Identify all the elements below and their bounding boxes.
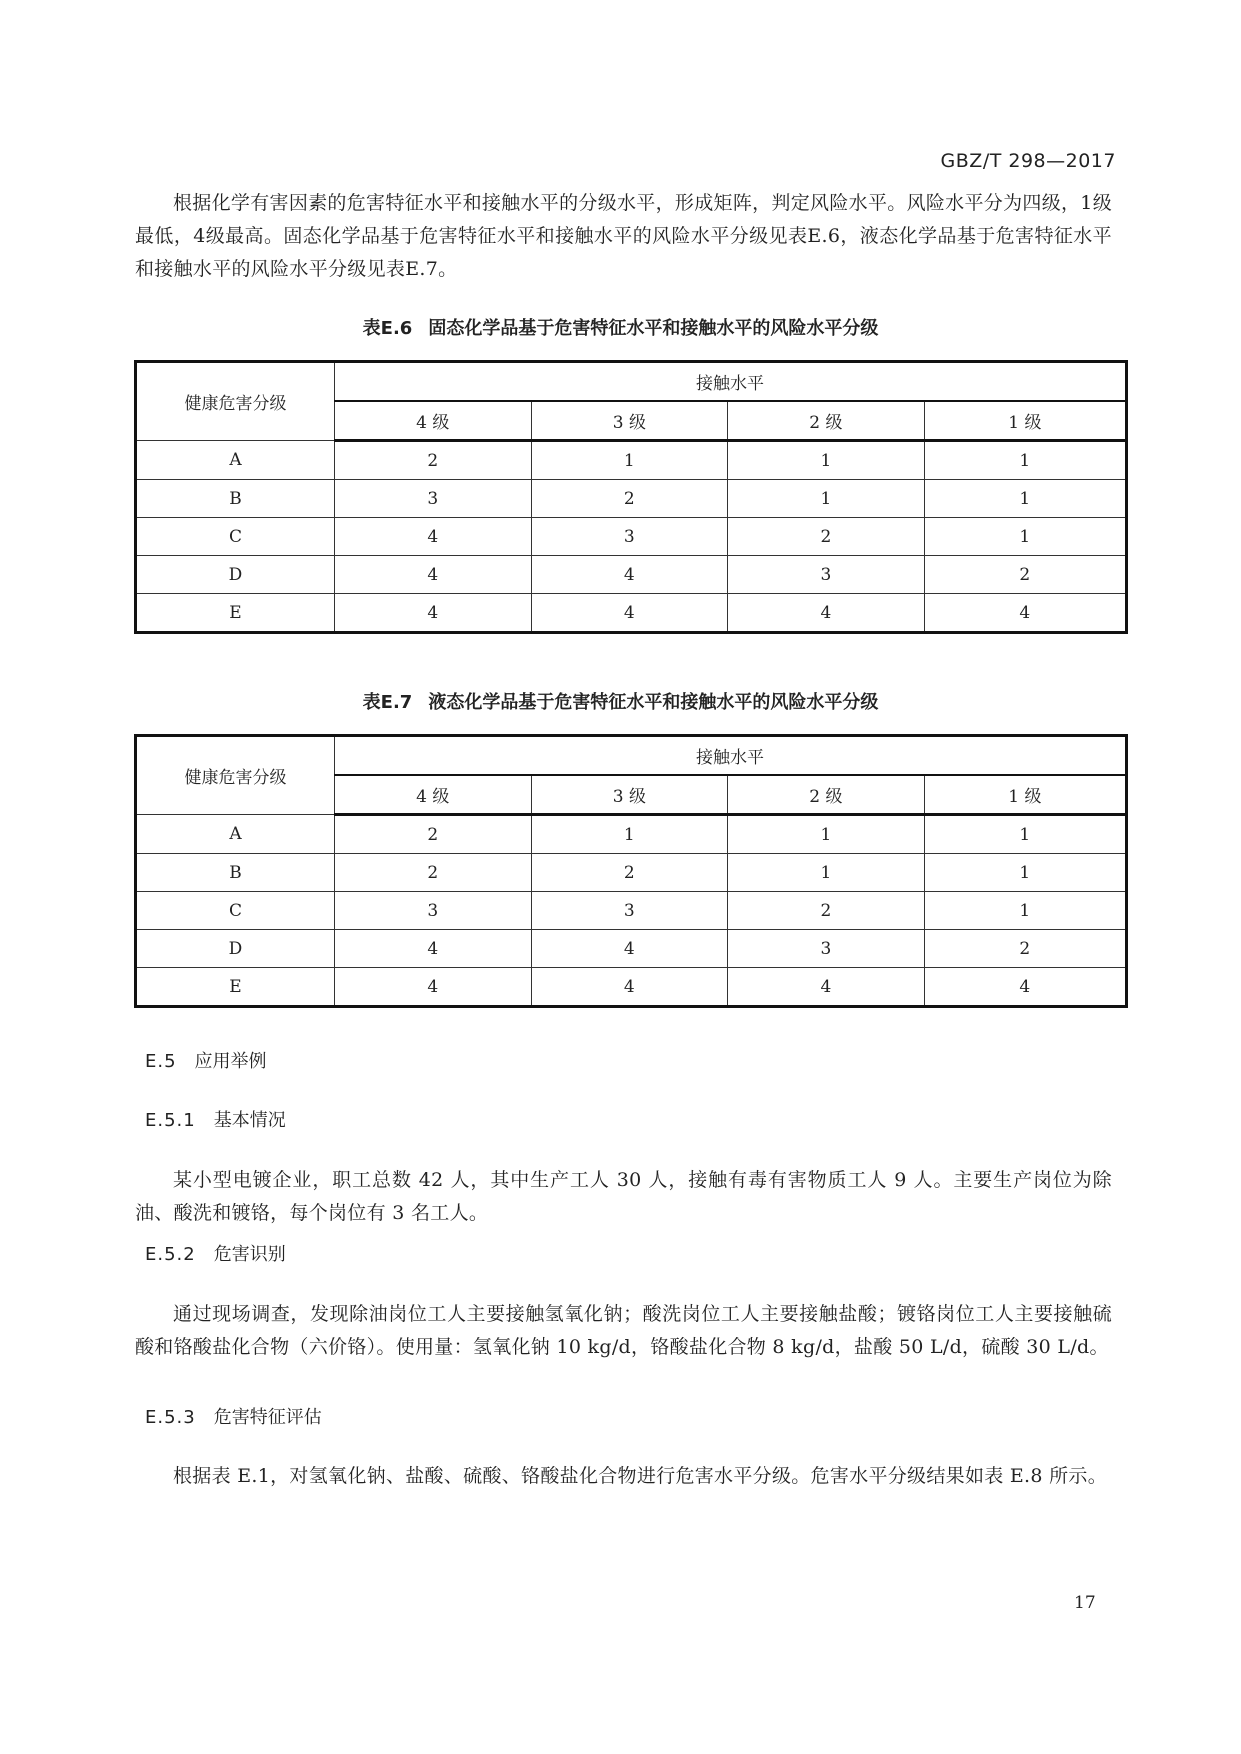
column-header: 1 级 [924, 401, 1126, 441]
cell: 3 [728, 930, 925, 968]
cell: 4 [531, 594, 728, 633]
cell: 1 [531, 815, 728, 854]
section-e5-heading [145, 1047, 267, 1073]
cell: 3 [335, 892, 532, 930]
cell: 2 [531, 854, 728, 892]
cell: 4 [335, 518, 532, 556]
row-label: B [136, 854, 335, 892]
row-label: B [136, 480, 335, 518]
table-row [136, 556, 1127, 594]
cell: 1 [924, 441, 1126, 480]
row-label: D [136, 930, 335, 968]
column-header: 1 级 [924, 775, 1126, 815]
cell: 3 [531, 892, 728, 930]
cell: 2 [335, 815, 532, 854]
section-e51-heading [145, 1106, 286, 1132]
section-e53-heading [145, 1403, 322, 1429]
cell: 1 [924, 815, 1126, 854]
table-e7-number: 表E.7 [362, 692, 413, 713]
cell: 3 [335, 480, 532, 518]
section-number: E.5 [145, 1051, 177, 1072]
column-header: 4 级 [335, 401, 532, 441]
row-label: A [136, 441, 335, 480]
cell: 1 [924, 480, 1126, 518]
row-label: E [136, 594, 335, 633]
table-e6-number: 表E.6 [362, 318, 413, 339]
table-row [136, 815, 1127, 854]
table-row [136, 594, 1127, 633]
cell: 4 [728, 594, 925, 633]
cell: 4 [335, 930, 532, 968]
cell: 4 [335, 556, 532, 594]
health-hazard-grade-header: 健康危害分级 [136, 362, 335, 441]
page-number: 17 [1074, 1593, 1096, 1613]
exposure-level-header: 接触水平 [335, 736, 1127, 776]
cell: 3 [728, 556, 925, 594]
section-e52-paragraph: 通过现场调查，发现除油岗位工人主要接触氢氧化钠；酸洗岗位工人主要接触盐酸；镀铬岗位工人主要接触硫酸和铬酸盐化合物（六价铬）。使用量：氢氧化钠 10 kg/d，铬酸盐化合物 8 kg/d，盐酸 50 L/d，硫酸 30 L/d。 [135, 1303, 1112, 1358]
section-title: 基本情况 [213, 1110, 286, 1131]
section-number: E.5.3 [145, 1407, 196, 1428]
table-row [136, 441, 1127, 480]
cell: 4 [728, 968, 925, 1007]
health-hazard-grade-header: 健康危害分级 [136, 736, 335, 815]
section-title: 危害特征评估 [213, 1407, 322, 1428]
table-e7-title: 液态化学品基于危害特征水平和接触水平的风险水平分级 [428, 692, 879, 713]
cell: 2 [531, 480, 728, 518]
cell: 4 [531, 968, 728, 1007]
column-header: 3 级 [531, 775, 728, 815]
cell: 1 [728, 441, 925, 480]
section-e53-paragraph: 根据表 E.1，对氢氧化钠、盐酸、硫酸、铬酸盐化合物进行危害水平分级。危害水平分级结果如表 E.8 所示。 [173, 1465, 1108, 1487]
cell: 1 [924, 854, 1126, 892]
section-e51-paragraph: 某小型电镀企业，职工总数 42 人，其中生产工人 30 人，接触有毒有害物质工人 9 人。主要生产岗位为除油、酸洗和镀铬，每个岗位有 3 名工人。 [135, 1169, 1112, 1224]
cell: 3 [531, 518, 728, 556]
table-row [136, 518, 1127, 556]
exposure-level-header: 接触水平 [335, 362, 1127, 402]
document-code-header: GBZ/T 298—2017 [940, 150, 1116, 172]
row-label: D [136, 556, 335, 594]
cell: 2 [924, 930, 1126, 968]
column-header: 2 级 [728, 401, 925, 441]
table-e6-title: 固态化学品基于危害特征水平和接触水平的风险水平分级 [428, 318, 879, 339]
cell: 2 [728, 518, 925, 556]
intro-paragraph: 根据化学有害因素的危害特征水平和接触水平的分级水平，形成矩阵，判定风险水平。风险水平分为四级，1级最低，4级最高。固态化学品基于危害特征水平和接触水平的风险水平分级见表E.6，液态化学品基于危害特征水平和接触水平的风险水平分级见表E.7。 [135, 192, 1112, 280]
section-title: 应用举例 [194, 1051, 267, 1072]
table-row [136, 892, 1127, 930]
row-label: A [136, 815, 335, 854]
row-label: E [136, 968, 335, 1007]
cell: 1 [728, 815, 925, 854]
row-label: C [136, 892, 335, 930]
table-e7-liquid-chemicals [134, 734, 1128, 1008]
cell: 1 [728, 480, 925, 518]
cell: 4 [335, 594, 532, 633]
table-row [136, 930, 1127, 968]
cell: 1 [924, 518, 1126, 556]
table-row [136, 854, 1127, 892]
cell: 2 [728, 892, 925, 930]
cell: 2 [335, 854, 532, 892]
cell: 4 [335, 968, 532, 1007]
cell: 4 [531, 556, 728, 594]
cell: 2 [924, 556, 1126, 594]
section-number: E.5.2 [145, 1244, 196, 1265]
cell: 1 [531, 441, 728, 480]
cell: 4 [924, 968, 1126, 1007]
column-header: 3 级 [531, 401, 728, 441]
section-e52-heading [145, 1240, 286, 1266]
table-row [136, 480, 1127, 518]
section-title: 危害识别 [213, 1244, 286, 1265]
column-header: 4 级 [335, 775, 532, 815]
table-e7-caption [0, 688, 1241, 714]
cell: 4 [924, 594, 1126, 633]
cell: 4 [531, 930, 728, 968]
table-e6-caption [0, 314, 1241, 340]
cell: 2 [335, 441, 532, 480]
cell: 1 [728, 854, 925, 892]
row-label: C [136, 518, 335, 556]
table-e6-solid-chemicals [134, 360, 1128, 634]
column-header: 2 级 [728, 775, 925, 815]
table-row [136, 968, 1127, 1007]
cell: 1 [924, 892, 1126, 930]
section-number: E.5.1 [145, 1110, 196, 1131]
